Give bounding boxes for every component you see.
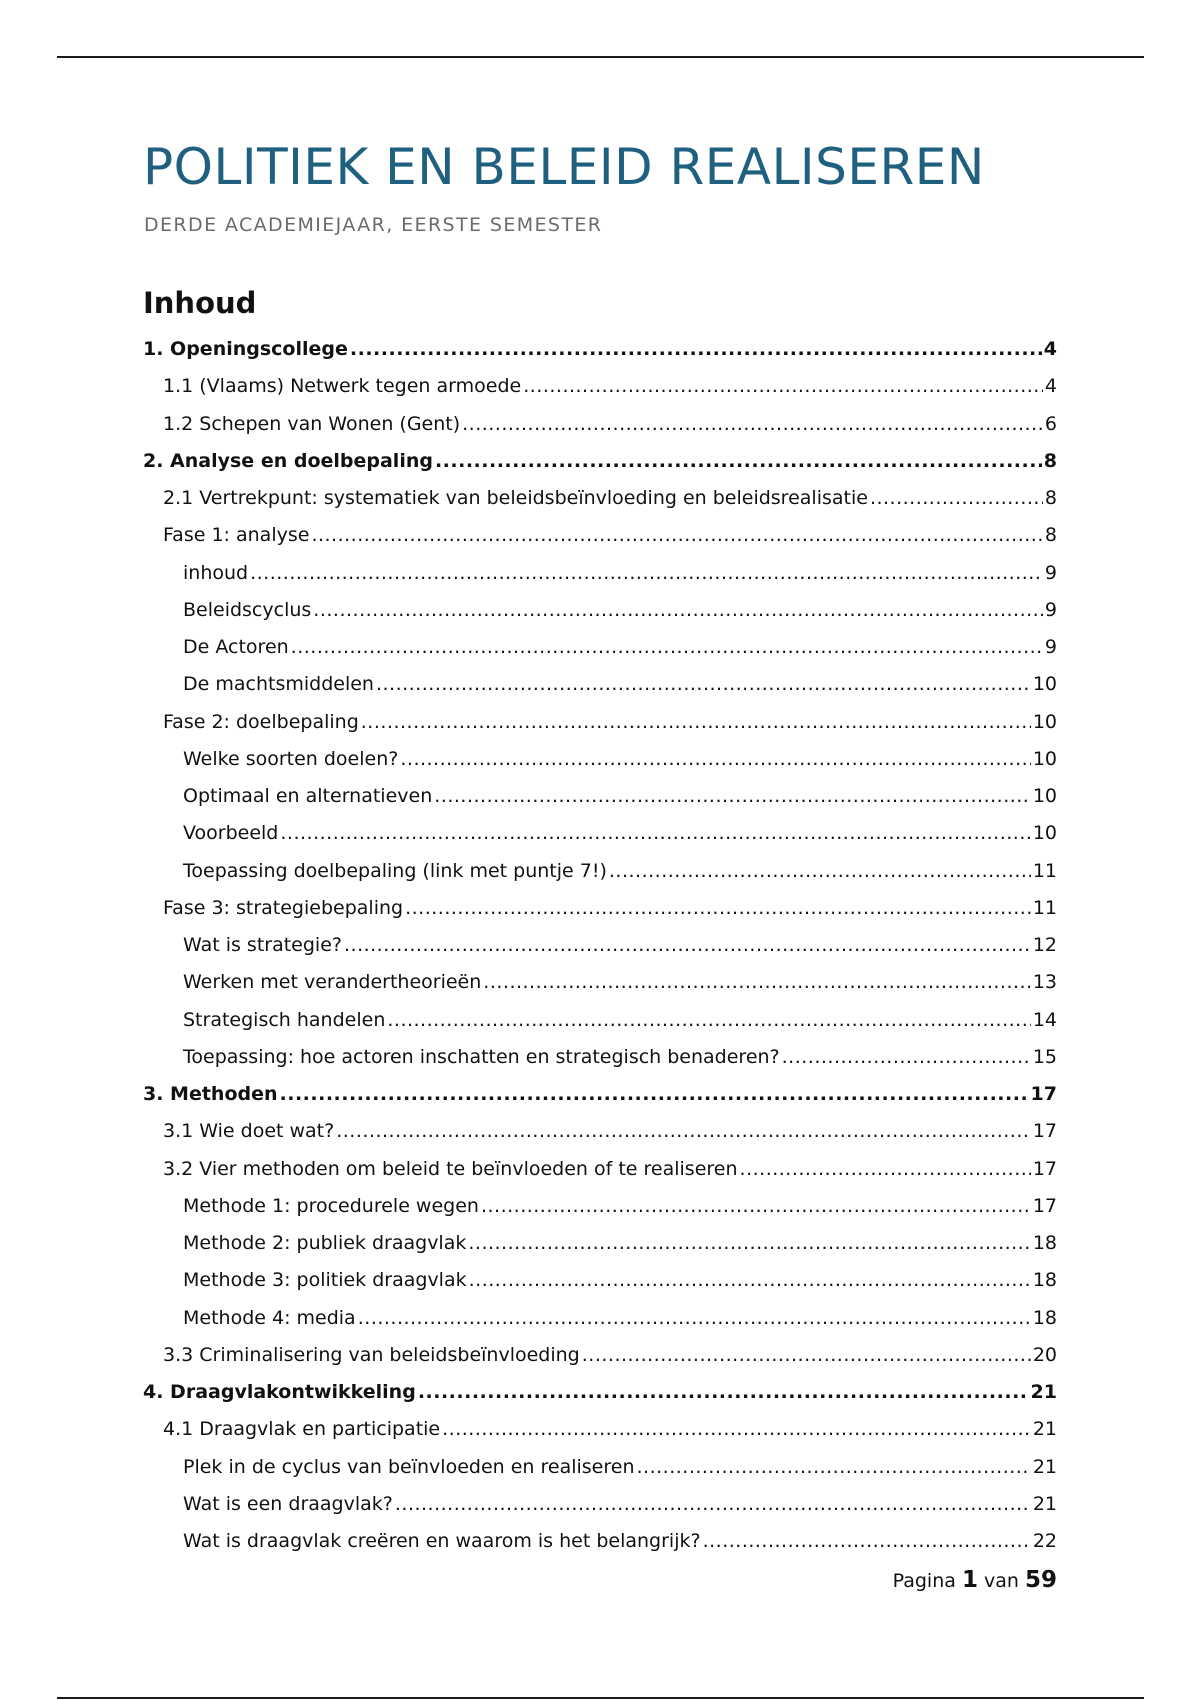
toc-dot-leader — [250, 562, 1043, 584]
top-rule — [57, 56, 1144, 58]
toc-entry-title: Fase 3: strategiebepaling — [163, 896, 404, 919]
toc-entry-page: 4 — [1043, 338, 1057, 360]
toc-dot-leader — [637, 1456, 1031, 1478]
toc-entry[interactable] — [143, 487, 1057, 524]
toc-entry-page: 10 — [1032, 822, 1057, 845]
toc-dot-leader — [313, 599, 1043, 621]
toc-dot-leader — [435, 450, 1042, 472]
toc-entry-title: Plek in de cyclus van beïnvloeden en realiseren — [183, 1455, 635, 1478]
toc-entry-title: Toepassing doelbepaling (link met puntje 7!) — [183, 859, 607, 882]
toc-entry[interactable] — [143, 375, 1057, 412]
toc-dot-leader — [418, 1381, 1029, 1403]
toc-entry-title: Welke soorten doelen? — [183, 747, 399, 770]
toc-entry-title: Toepassing: hoe actoren inschatten en strategisch benaderen? — [183, 1045, 780, 1068]
toc-entry-title: Wat is draagvlak creëren en waarom is het belangrijk? — [183, 1530, 701, 1552]
toc-entry[interactable] — [143, 711, 1057, 748]
toc-entry-title: 1. Openingscollege — [143, 338, 348, 360]
toc-entry-page: 17 — [1032, 1194, 1057, 1217]
toc-dot-leader — [468, 1232, 1030, 1254]
toc-entry-title: Strategisch handelen — [183, 1008, 386, 1031]
toc-entry[interactable] — [143, 1195, 1057, 1232]
document-title: POLITIEK EN BELEID REALISEREN — [143, 138, 985, 196]
toc-entry-title: De Actoren — [183, 636, 289, 658]
toc-entry-title: 2.1 Vertrekpunt: systematiek van beleidsbeïnvloeding en beleidsrealisatie — [163, 487, 868, 509]
toc-entry-page: 18 — [1032, 1232, 1057, 1254]
toc-entry-page: 20 — [1032, 1343, 1057, 1366]
toc-entry[interactable] — [143, 897, 1057, 934]
toc-entry-page: 21 — [1032, 1418, 1057, 1441]
toc-entry-page: 14 — [1032, 1008, 1057, 1031]
toc-entry[interactable] — [143, 1158, 1057, 1195]
toc-dot-leader — [280, 822, 1030, 844]
toc-entry[interactable] — [143, 1456, 1057, 1493]
toc-entry[interactable] — [143, 1046, 1057, 1083]
toc-entry-title: De machtsmiddelen — [183, 673, 374, 696]
total-page-count: 59 — [1024, 1567, 1057, 1593]
toc-entry-page: 18 — [1032, 1306, 1057, 1329]
toc-entry-page: 18 — [1032, 1269, 1057, 1292]
toc-entry-title: 1.1 (Vlaams) Netwerk tegen armoede — [163, 375, 522, 398]
toc-entry-title: Fase 1: analyse — [163, 524, 310, 547]
toc-entry-title: Wat is strategie? — [183, 934, 342, 956]
toc-dot-leader — [870, 487, 1043, 509]
toc-dot-leader — [434, 785, 1031, 807]
toc-entry-page: 15 — [1032, 1045, 1057, 1068]
toc-entry-title: 4.1 Draagvlak en participatie — [163, 1418, 441, 1441]
toc-entry[interactable] — [143, 1493, 1057, 1530]
toc-entry-title: 3.3 Criminalisering van beleidsbeïnvloeding — [163, 1343, 580, 1366]
footer-prefix: Pagina — [892, 1570, 956, 1592]
toc-entry-page: 9 — [1044, 561, 1057, 584]
toc-entry-title: 3.2 Vier methoden om beleid te beïnvloeden of te realiseren — [163, 1157, 738, 1180]
toc-dot-leader — [336, 1120, 1031, 1142]
toc-entry-page: 4 — [1044, 375, 1057, 398]
toc-dot-leader — [400, 748, 1030, 770]
toc-dot-leader — [523, 375, 1043, 397]
toc-entry[interactable] — [143, 1307, 1057, 1344]
toc-entry[interactable] — [143, 450, 1057, 487]
toc-entry[interactable] — [143, 524, 1057, 561]
toc-entry-title: Methode 1: procedurele wegen — [183, 1194, 479, 1217]
toc-entry-title: 3. Methoden — [143, 1083, 278, 1105]
toc-dot-leader — [387, 1009, 1030, 1031]
toc-dot-leader — [405, 897, 1031, 919]
toc-entry-page: 17 — [1032, 1120, 1057, 1143]
toc-entry[interactable] — [143, 822, 1057, 859]
toc-dot-leader — [703, 1530, 1031, 1552]
toc-dot-leader — [361, 711, 1031, 733]
toc-entry-page: 9 — [1044, 598, 1057, 621]
toc-entry[interactable] — [143, 636, 1057, 673]
toc-dot-leader — [483, 971, 1031, 993]
toc-dot-leader — [462, 413, 1043, 435]
toc-entry[interactable] — [143, 785, 1057, 822]
toc-entry-title: Methode 4: media — [183, 1306, 356, 1329]
toc-entry-title: 2. Analyse en doelbepaling — [143, 449, 433, 472]
toc-entry[interactable] — [143, 1418, 1057, 1455]
toc-entry[interactable] — [143, 971, 1057, 1008]
toc-entry-title: inhoud — [183, 561, 249, 584]
toc-entry[interactable] — [143, 1009, 1057, 1046]
document-subtitle: DERDE ACADEMIEJAAR, EERSTE SEMESTER — [144, 214, 603, 236]
toc-entry-page: 10 — [1032, 710, 1057, 733]
toc-heading: Inhoud — [143, 286, 257, 320]
toc-entry[interactable] — [143, 748, 1057, 785]
table-of-contents — [143, 338, 1057, 1567]
toc-dot-leader — [740, 1158, 1031, 1180]
toc-dot-leader — [350, 338, 1042, 360]
toc-entry[interactable] — [143, 338, 1057, 375]
current-page-number: 1 — [961, 1567, 978, 1593]
toc-entry-page: 8 — [1044, 524, 1057, 547]
toc-dot-leader — [782, 1046, 1031, 1068]
toc-entry[interactable] — [143, 1120, 1057, 1157]
toc-entry-page: 21 — [1030, 1381, 1057, 1403]
page-footer — [700, 1567, 1057, 1593]
toc-dot-leader — [358, 1307, 1031, 1329]
toc-dot-leader — [481, 1195, 1031, 1217]
toc-entry[interactable] — [143, 1232, 1057, 1269]
toc-entry-page: 12 — [1032, 934, 1057, 956]
toc-dot-leader — [469, 1269, 1031, 1291]
toc-entry[interactable] — [143, 599, 1057, 636]
toc-entry-page: 11 — [1032, 859, 1057, 882]
toc-entry[interactable] — [143, 562, 1057, 599]
toc-entry-page: 21 — [1032, 1492, 1057, 1515]
toc-dot-leader — [395, 1493, 1031, 1515]
toc-entry-page: 17 — [1032, 1157, 1057, 1180]
footer-middle: van — [984, 1570, 1019, 1592]
toc-entry[interactable] — [143, 1530, 1057, 1567]
toc-entry[interactable] — [143, 413, 1057, 450]
toc-dot-leader — [344, 934, 1031, 956]
toc-entry-page: 8 — [1044, 487, 1057, 509]
toc-entry-title: Beleidscyclus — [183, 598, 312, 621]
toc-entry[interactable] — [143, 860, 1057, 897]
toc-entry[interactable] — [143, 1344, 1057, 1381]
toc-entry-page: 10 — [1032, 747, 1057, 770]
toc-dot-leader — [280, 1083, 1029, 1105]
toc-entry[interactable] — [143, 1269, 1057, 1306]
toc-entry-title: Methode 3: politiek draagvlak — [183, 1269, 467, 1292]
toc-entry-title: Methode 2: publiek draagvlak — [183, 1232, 467, 1254]
toc-entry-title: 1.2 Schepen van Wonen (Gent) — [163, 412, 461, 435]
toc-entry[interactable] — [143, 673, 1057, 710]
toc-entry-title: Fase 2: doelbepaling — [163, 710, 359, 733]
toc-entry-page: 9 — [1044, 636, 1057, 658]
toc-entry-page: 10 — [1032, 785, 1057, 807]
toc-dot-leader — [311, 524, 1042, 546]
toc-entry-page: 17 — [1030, 1083, 1057, 1105]
toc-entry-title: 4. Draagvlakontwikkeling — [143, 1381, 416, 1403]
toc-entry-page: 11 — [1032, 896, 1057, 919]
toc-dot-leader — [442, 1418, 1031, 1440]
toc-entry-page: 22 — [1032, 1530, 1057, 1552]
toc-entry-page: 13 — [1032, 971, 1057, 994]
toc-entry-page: 8 — [1043, 449, 1057, 472]
toc-entry-page: 10 — [1032, 673, 1057, 696]
toc-entry[interactable] — [143, 1083, 1057, 1120]
toc-dot-leader — [291, 636, 1043, 658]
toc-entry-title: Werken met verandertheorieën — [183, 971, 482, 994]
toc-entry-title: Wat is een draagvlak? — [183, 1492, 393, 1515]
toc-dot-leader — [376, 673, 1031, 695]
toc-entry[interactable] — [143, 1381, 1057, 1418]
toc-entry-page: 6 — [1044, 412, 1057, 435]
toc-entry-title: Optimaal en alternatieven — [183, 785, 433, 807]
toc-entry[interactable] — [143, 934, 1057, 971]
toc-entry-title: Voorbeeld — [183, 822, 279, 845]
bottom-rule — [57, 1697, 1144, 1699]
toc-entry-page: 21 — [1032, 1455, 1057, 1478]
toc-dot-leader — [609, 860, 1031, 882]
toc-entry-title: 3.1 Wie doet wat? — [163, 1120, 335, 1143]
toc-dot-leader — [582, 1344, 1031, 1366]
